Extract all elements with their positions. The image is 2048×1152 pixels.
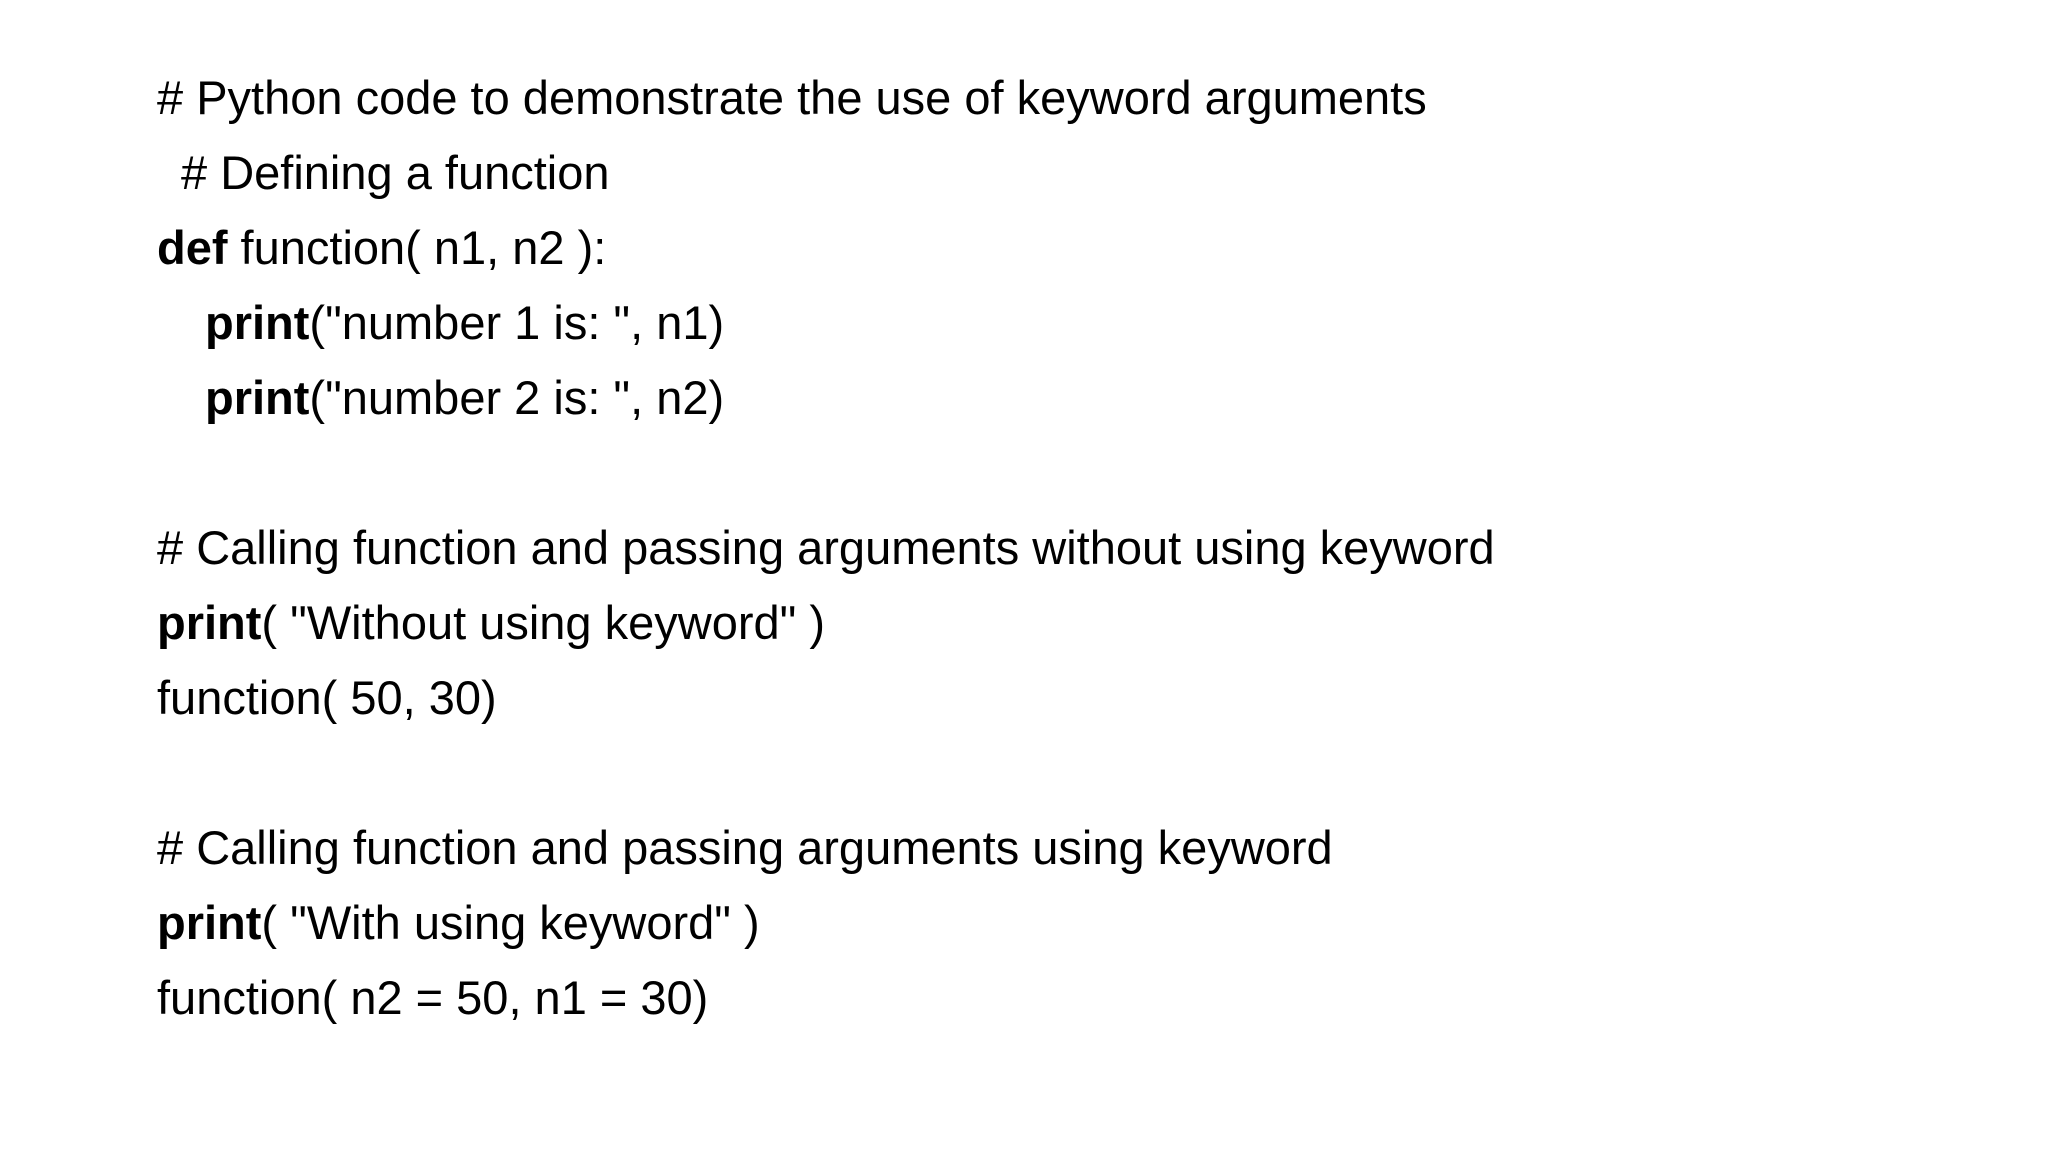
blank-line <box>157 745 1495 820</box>
code-text: ( "Without using keyword" ) <box>261 596 826 649</box>
code-text: # Python code to demonstrate the use of keyword arguments <box>157 71 1427 124</box>
code-text: # Calling function and passing arguments using keyword <box>157 821 1333 874</box>
code-line-def <box>157 220 1495 295</box>
code-line-print-n1 <box>157 295 1495 370</box>
code-line-print-without <box>157 595 1495 670</box>
code-text: ("number 1 is: ", n1) <box>309 296 725 349</box>
blank-line <box>157 445 1495 520</box>
keyword-print: print <box>157 596 262 649</box>
code-line-comment-without <box>157 520 1495 595</box>
code-line-call-positional <box>157 670 1495 745</box>
code-text: # Calling function and passing arguments without using keyword <box>157 521 1495 574</box>
code-line-call-keyword <box>157 970 1495 1045</box>
keyword-def: def <box>157 221 228 274</box>
code-line-print-with <box>157 895 1495 970</box>
code-text: function( n2 = 50, n1 = 30) <box>157 971 709 1024</box>
code-line-comment-with <box>157 820 1495 895</box>
keyword-print: print <box>157 896 262 949</box>
code-line-print-n2 <box>157 370 1495 445</box>
code-text: ( "With using keyword" ) <box>261 896 760 949</box>
code-line-comment-title <box>157 70 1495 145</box>
code-block <box>157 70 1495 1045</box>
code-line-comment-define <box>157 145 1495 220</box>
code-text: function( 50, 30) <box>157 671 497 724</box>
keyword-print: print <box>205 296 310 349</box>
keyword-print: print <box>205 371 310 424</box>
code-text: # Defining a function <box>181 146 610 199</box>
code-text: ("number 2 is: ", n2) <box>309 371 725 424</box>
code-text: function( n1, n2 ): <box>227 221 607 274</box>
